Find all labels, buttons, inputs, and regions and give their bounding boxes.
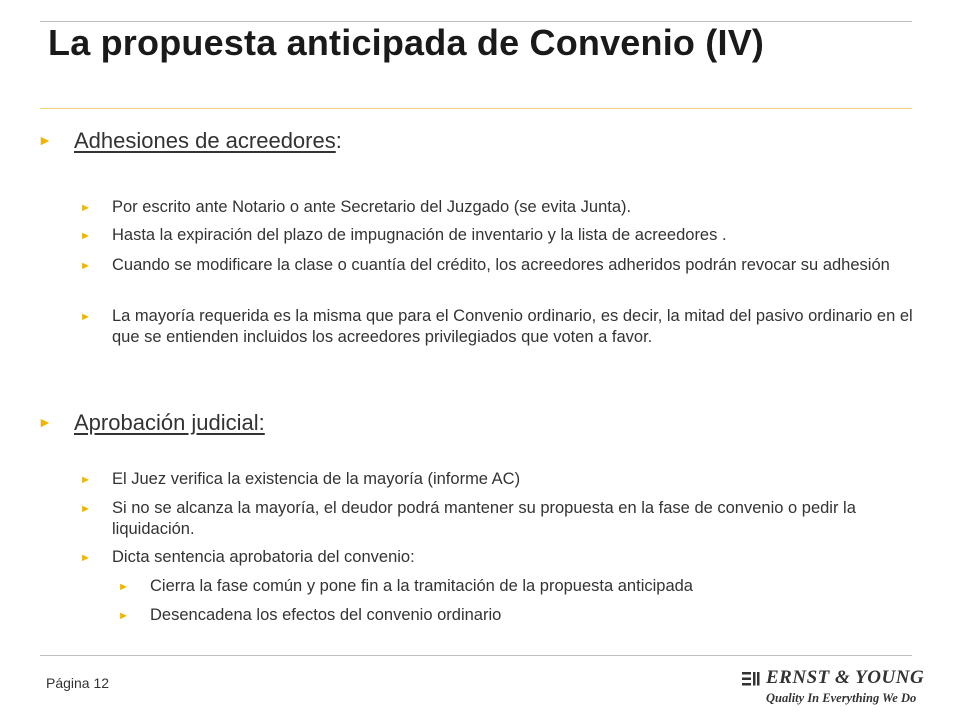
- bullet-arrow-icon: ►: [118, 581, 129, 593]
- section-heading-aprobacion: ► Aprobación judicial:: [38, 410, 265, 435]
- list-item: ► Por escrito ante Notario o ante Secretario del Juzgado (se evita Junta).: [112, 197, 932, 218]
- footer-rule: [40, 655, 912, 656]
- list-item: ► La mayoría requerida es la misma que para el Convenio ordinario, es decir, la mitad del pasivo ordinario en el que se entienden incluidos los acreedores privilegiados que voten a favor.: [80, 307, 913, 346]
- sub-list-item: ► Desencadena los efectos del convenio ordinario: [150, 605, 930, 626]
- list-item: ► Hasta la expiración del plazo de impugnación de inventario y la lista de acreedores .: [112, 225, 932, 246]
- list-item: ► Dicta sentencia aprobatoria del convenio:: [112, 547, 932, 568]
- ernst-young-logo: [742, 667, 925, 711]
- bullet-arrow-icon: ►: [38, 414, 52, 430]
- ey-mark-icon: [742, 670, 762, 688]
- list-item: ► Cuando se modificare la clase o cuantía del crédito, los acreedores adheridos podrán revocar su adhesión: [112, 255, 932, 276]
- bullet-arrow-icon: ►: [80, 311, 91, 323]
- logo-wordmark: ERNST & YOUNG: [766, 667, 925, 688]
- bullet-arrow-icon: ►: [38, 132, 52, 148]
- bullet-arrow-icon: ►: [118, 610, 129, 622]
- list-item: ► El Juez verifica la existencia de la mayoría (informe AC): [112, 469, 932, 490]
- list-item: ► Si no se alcanza la mayoría, el deudor podrá mantener su propuesta en la fase de convenio o pedir la liquidación.: [80, 499, 856, 538]
- bullet-arrow-icon: ►: [80, 230, 91, 242]
- bullet-arrow-icon: ►: [80, 552, 91, 564]
- page-title: La propuesta anticipada de Convenio (IV): [48, 22, 765, 63]
- bullet-arrow-icon: ►: [80, 474, 91, 486]
- bullet-arrow-icon: ►: [80, 503, 91, 515]
- bullet-arrow-icon: ►: [80, 202, 91, 214]
- bullet-arrow-icon: ►: [80, 260, 91, 272]
- title-rule: [40, 108, 912, 109]
- sub-list-item: ► Cierra la fase común y pone fin a la tramitación de la propuesta anticipada: [150, 576, 930, 597]
- section-heading-adhesiones: ► Adhesiones de acreedores:: [38, 128, 342, 153]
- logo-tagline: Quality In Everything We Do: [766, 691, 917, 705]
- page-number: Página 12: [46, 675, 110, 691]
